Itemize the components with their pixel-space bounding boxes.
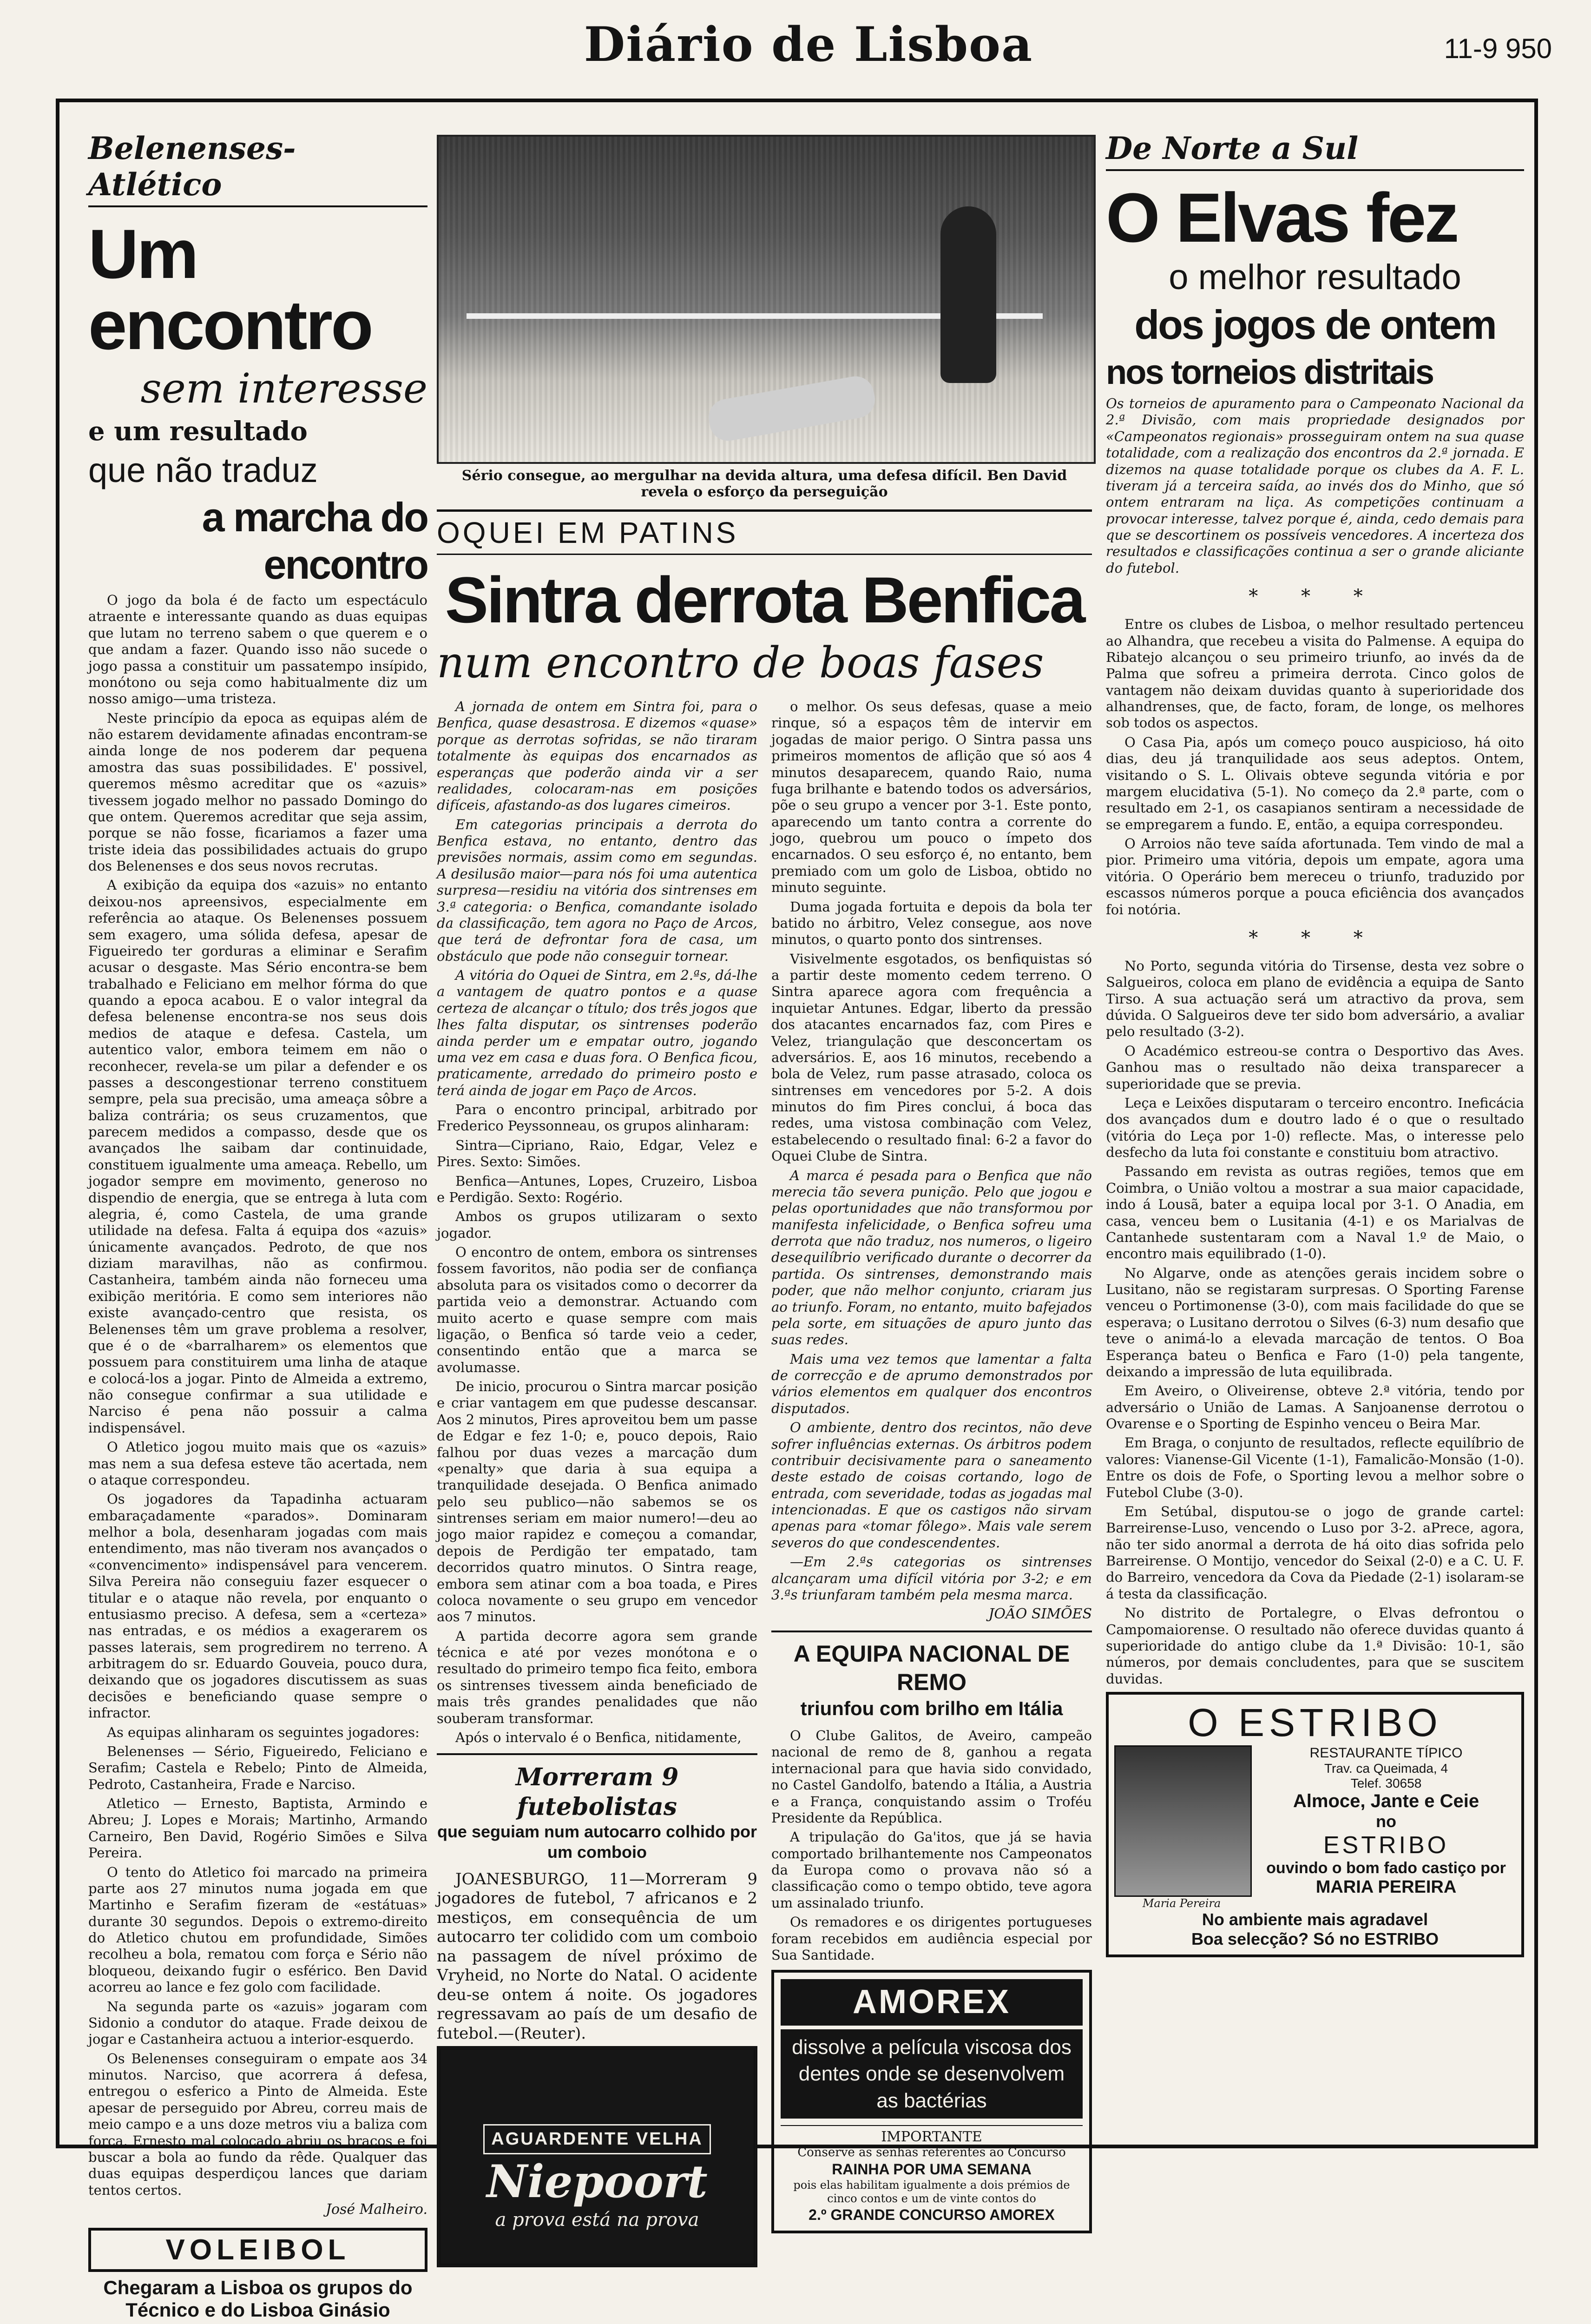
norte-sul-sub3: nos torneios distritais bbox=[1106, 353, 1433, 391]
belenenses-kicker: Belenenses-Atlético bbox=[88, 130, 427, 207]
norte-sul-paragraph: Em Setúbal, disputou-se o jogo de grande cartel: Barreirense-Luso, vencendo o Luso por 3-2. aPrece, agora, não ter sido anormal a derrota de há oito dias sofrida pelo Barreirense. O Montijo, vencedor do Seixal (2-0) e a C. U. F. do Barreiro, vencedora da Cova da Piedade (2-1) isolaram-se á testa da classificação. bbox=[1106, 1503, 1524, 1602]
oquei-paragraph: A partida decorre agora sem grande técnica e até por vezes monótona e o resultado do primeiro tempo fica feito, embora os sintrenses tivessem ainda beneficiado de mais três grandes penalidades que não souberam transformar. bbox=[437, 1628, 757, 1726]
niepoort-slogan: a prova está na prova bbox=[495, 2209, 699, 2231]
estribo-line6: Boa selecção? Só no ESTRIBO bbox=[1191, 1929, 1439, 1948]
oquei-paragraph: Sintra—Cipriano, Raio, Edgar, Velez e Pires. Sexto: Simões. bbox=[437, 1137, 757, 1170]
voleibol-section-label: VOLEIBOL bbox=[88, 2228, 427, 2272]
oquei-subheadline: num encontro de boas fases bbox=[437, 638, 1044, 687]
amorex-brand: AMOREX bbox=[781, 1979, 1083, 2026]
voleibol-headline: Chegaram a Lisboa os grupos do Técnico e do Lisboa Ginásio bbox=[103, 2276, 413, 2321]
goalkeeper-figure bbox=[706, 373, 878, 443]
oquei-paragraph: Ambos os grupos utilizaram o sexto jogador. bbox=[437, 1208, 757, 1241]
oquei-paragraph: O encontro de ontem, embora os sintrenses fossem favoritos, não podia ser de confiança absoluta para os visitados como o decorrer da partida veio a demonstrar. Actuando com muito acerto e quase sempre com mais ligação, o Benfica só tarde veio a ceder, consentindo então que a marca se avolumasse. bbox=[437, 1244, 757, 1375]
estribo-name: O ESTRIBO bbox=[1188, 1701, 1442, 1744]
estribo-line4: ouvindo o bom fado castiço por bbox=[1266, 1859, 1506, 1877]
estribo-caption: Maria Pereira bbox=[1142, 1897, 1221, 1910]
estribo-type: RESTAURANTE TÍPICO bbox=[1309, 1745, 1463, 1761]
norte-sul-paragraph: No distrito de Portalegre, o Elvas defrontou o Campomaiorense. O resultado não oferece duvidas quanto á superioridade do antigo clube da 1.ª Divisão: 10-1, são números, por demais concludentes, para que se suscitem duvidas. bbox=[1106, 1605, 1524, 1687]
amorex-notice: Conserve as senhas referentes ao Concurso bbox=[797, 2146, 1066, 2160]
oquei-paragraph: O ambiente, dentro dos recintos, não deve sofrer influências externas. Os árbitros podem contribuir decisivamente para o saneamento deste estado de coisas cortando, logo de entrada, com severidade, todas as jogadas mal intencionadas. E que os castigos não sirvam apenas para «tomar fôlego». Mais vale serem severos do que condescendentes. bbox=[771, 1419, 1092, 1551]
oquei-paragraph: Após o intervalo é o Benfica, nitidamente, bbox=[455, 1729, 742, 1745]
norte-sul-headline: O Elvas fez bbox=[1106, 178, 1458, 257]
oquei-signature: JOÃO SIMÕES bbox=[988, 1606, 1092, 1623]
norte-sul-paragraph: O Académico estreou-se contra o Desportivo das Aves. Ganhou mas o resultado não deixa transparecer a superioridade que se previa. bbox=[1106, 1043, 1524, 1092]
ad-estribo bbox=[1106, 1692, 1524, 1957]
football-photo bbox=[437, 135, 1096, 464]
norte-sul-paragraph: No Porto, segunda vitória do Tirsense, desta vez sobre o Salgueiros, coloca em plano de evidência a equipa de Santo Tirso. A sua actuação será um atractivo da prova, sem dúvida. O Salgueiros deve ter sido bom adversário, a avaliar pelo resultado (3-2). bbox=[1106, 957, 1524, 1040]
belenenses-paragraph: As equipas alinharam os seguintes jogadores: bbox=[107, 1724, 420, 1740]
belenenses-paragraph: Na segunda parte os «azuis» jogaram com Sidonio a condutor do ataque. Frade deixou de jogar e Castanheira actuou a interior-esquerdo. bbox=[88, 1998, 427, 2047]
amorex-small: pois elas habilitam igualmente a dois prémios de cinco contos e um de vinte contos do bbox=[793, 2179, 1070, 2205]
norte-sul-paragraph: Leça e Leixões disputaram o terceiro encontro. Ineficácia dos avançados dum e doutro lado é o que o resultado (vitória do Leça por 1-0) reflecte. Mas, o interesse pelo desfecho da luta foi constante e constituiu bom atractivo. bbox=[1106, 1095, 1524, 1160]
oquei-paragraph: o melhor. Os seus defesas, quase a meio rinque, só a espaços têm de intervir em jogadas de maior perigo. O Sintra passa uns primeiros momentos de aflição que só aos 4 minutos desaparecem, quando Raio, numa fuga brilhante e batendo todos os adversários, põe o seu grupo a vencer por 3-1. Este ponto, aparecendo um tanto contra a corrente do jogo, quebrou um pouco o ímpeto dos encarnados. O seu esforço é, no entanto, bem premiado com um golo de Lisboa, obtido no minuto seguinte. bbox=[771, 699, 1092, 896]
divider bbox=[771, 1631, 1092, 1632]
column-center bbox=[437, 135, 1092, 2272]
column-right bbox=[1106, 130, 1524, 1957]
estribo-line5: No ambiente mais agradavel bbox=[1202, 1910, 1428, 1929]
oquei-headline: Sintra derrota Benfica bbox=[445, 563, 1084, 636]
norte-sul-paragraph: Passando em revista as outras regiões, temos que em Coimbra, o União voltou a mostrar a sua maior capacidade, indo á Lousã, bater a equipa local por 3-1. O Anadia, em casa, venceu bem o Lusitania (4-1) e os Marialvas de Cantanhede sustentaram com a Naval 1.º de Maio, o encontro mais equilibrado (1-0). bbox=[1106, 1163, 1524, 1262]
ad-amorex bbox=[771, 1970, 1092, 2233]
oquei-paragraph: Duma jogada fortuita e depois da bola ter batido no árbitro, Velez consegue, aos nove minutos, o quarto ponto dos sintrenses. bbox=[771, 898, 1092, 948]
section-stars: * * * bbox=[1249, 586, 1381, 607]
norte-sul-paragraph: O Arroios não teve saída afortunada. Tem vindo de mal a pior. Primeiro uma vitória, depois um empate, agora uma vitória. O Operário bem mereceu o triunfo, traduzido por escassos números porque a pouca eficiência dos avançados foi notória. bbox=[1106, 836, 1524, 918]
divider bbox=[437, 1753, 757, 1755]
norte-sul-paragraph: No Algarve, onde as atenções gerais incidem sobre o Lusitano, não se registaram surpresas. O Sporting Farense venceu o Portimonense (3-0), com mais facilidade do que se esperava; o Lusitano derrotou o Silves (6-3) num desafio que teve o animá-lo a elevada marcação de tentos. O Boa Esperança bateu o Benfica e Faro (1-0) pela tangente, deixando a impressão de luta equilibrada. bbox=[1106, 1265, 1524, 1380]
estribo-line3: ESTRIBO bbox=[1323, 1832, 1449, 1859]
oquei-columns bbox=[437, 699, 1092, 2272]
belenenses-sub3: que não traduz bbox=[88, 451, 318, 489]
belenenses-headline: Um encontro bbox=[88, 215, 372, 364]
amorex-footer: 2.º GRANDE CONCURSO AMOREX bbox=[809, 2206, 1055, 2223]
oquei-paragraph: De inicio, procurou o Sintra marcar posição e criar vantagem em que pudesse descansar. Aos 2 minutos, Pires aproveitou bem um passe de Edgar e fez 1-0; e, pouco depois, Raio falhou por duas vezes a marcação dum «penalty» que daria à sua equipa a tranquilidade desejada. O Benfica animado pelo seu publico—não sabemos se os sintrenses seriam em maior numero!—deu ao jogo maior rapidez e começou a comandar, depois de Perdigão ter empatado, tam decorridos quatro minutos. O Sintra reage, embora sem atinar com a boa toada, e Pires coloca novamente o seu grupo em vencedor aos 7 minutos. bbox=[437, 1379, 757, 1625]
norte-sul-paragraph: Entre os clubes de Lisboa, o melhor resultado pertenceu ao Alhandra, que recebeu a visita do Palmense. A equipa do Ribatejo alcançou o seu primeiro triunfo, ao invés da de Palma que sofreu a primeira derrota. Cinco golos de vantagem não deixam duvidas quanto à superioridade dos alhandrenses, que, de facto, foram, de longe, os melhores sob todos os aspectos. bbox=[1106, 616, 1524, 731]
morreram-body: JOANESBURGO, 11—Morreram 9 jogadores de futebol, 7 africanos e 2 mestiços, em consequência de um autocarro ter colidido com um comboio na passagem de nível próximo de Vryheid, no Norte do Natal. O acidente deu-se ontem á noite. Os jogadores regressavam ao país de um desafio de futebol.—(Reuter). bbox=[437, 1869, 757, 2043]
norte-sul-paragraph: O Casa Pia, após um começo pouco auspicioso, há oito dias, deu já tranquilidade aos seus adeptos. Ontem, visitando o S. L. Olivais obteve segunda vitória e por margem elucidativa (5-1). No começo da 2.ª parte, com o resultado em 2-1, os casapianos sentiram a necessidade de se empregarem a fundo. E, então, a equipa correspondeu. bbox=[1106, 734, 1524, 832]
belenenses-sub4: a marcha do encontro bbox=[202, 494, 427, 588]
remo-paragraph: Os remadores e os dirigentes portugueses foram recebidos em audiência especial por Sua Santidade. bbox=[771, 1914, 1092, 1963]
norte-sul-paragraph: Em Braga, o conjunto de resultados, reflecte equilíbrio de valores: Vianense-Gil Vicente (1-1), Famalicão-Monsão (1-0). Entre os dois de Fofe, o Sporting levou a melhor sobre o Futebol Clube (3-0). bbox=[1106, 1435, 1524, 1500]
oquei-paragraph: Mais uma vez temos que lamentar a falta de correcção e de aprumo demonstrados por vários elementos em qualquer dos encontros disputados. bbox=[771, 1351, 1092, 1416]
belenenses-paragraph: Belenenses — Sério, Figueiredo, Feliciano e Serafim; Castela e Rebelo; Pinto de Almeida, Pedroto, Castanheira, Frade e Narciso. bbox=[88, 1743, 427, 1792]
oquei-paragraph: A marca é pesada para o Benfica que não merecia tão severa punição. Pelo que jogou e pelas oportunidades que não transformou por manifesta infelicidade, o Benfica sofreu uma derrota que não traduz, nos numeros, o ligeiro desequilíbrio verificado durante o decorrer da partida. Os sintrenses, demonstrando mais poder, que não melhor conjunto, criaram jus ao triunfo. Foram, no entanto, muito bafejados pela sorte, em situações de apuro junto das suas redes. bbox=[771, 1167, 1092, 1348]
norte-sul-sub2: dos jogos de ontem bbox=[1134, 302, 1496, 348]
oquei-paragraph: A vitória do Oquei de Sintra, em 2.ªs, dá-lhe a vantagem de quatro pontos e a quase certeza de alcançar o título; dos três jogos que lhes falta disputar, os sintrenses poderão ainda perder um e empatar outro, jogando uma vez em casa e duas fora. O Benfica ficou, praticamente, arredado do primeiro posto e terá ainda de jogar em Paço de Arcos. bbox=[437, 967, 757, 1098]
ad-niepoort bbox=[437, 2046, 757, 2267]
norte-sul-sub1: o melhor resultado bbox=[1169, 257, 1461, 297]
oquei-paragraph: —Em 2.ªs categorias os sintrenses alcançaram uma difícil vitória por 3-2; e em 3.ªs triunfaram também pela mesma marca. bbox=[771, 1554, 1092, 1603]
belenenses-signature: José Malheiro. bbox=[325, 2201, 427, 2218]
oquei-col-right bbox=[771, 699, 1092, 2267]
oquei-paragraph: Para o encontro principal, arbitrado por Frederico Peyssonneau, os grupos alinharam: bbox=[437, 1102, 757, 1134]
remo-subheadline: triunfou com brilho em Itália bbox=[800, 1697, 1063, 1719]
oquei-paragraph: Em categorias principais a derrota do Benfica estava, no entanto, dentro das previsões normais, assim como em segundas. A desilusão maior—para nós foi uma autentica surpresa—residiu na vitória dos sintrenses em 3.ª categoria: o Benfica, comandante isolado da classificação, tem agora no Paço de Arcos, que terá de defrontar fora de casa, um obstáculo que pode não conseguir tornear. bbox=[437, 816, 757, 964]
niepoort-brand: Niepoort bbox=[487, 2155, 708, 2208]
morreram-subheadline: que seguiam num autocarro colhido por um comboio bbox=[437, 1822, 757, 1862]
norte-sul-intro: Os torneios de apuramento para o Campeonato Nacional da 2.ª Divisão, com mais propriedade designados por «Campeonatos regionais» prosseguiram ontem na sua quase totalidade, com a realização dos encontros da 2.ª jornada. E dizemos na quase totalidade porque os clubes da A. F. L. tiveram já a terceira saída, ao invés dos do Minho, que só ontem entraram na liça. As competições continuam a provocar interesse, talvez porque é, ainda, cedo demais para que se descortinem os possíveis vencedores. A incerteza dos resultados e classificações continua a ser o grande aliciante do futebol. bbox=[1106, 396, 1524, 576]
belenenses-body bbox=[88, 592, 427, 2218]
estribo-line1: Almoce, Jante e Ceie bbox=[1293, 1791, 1479, 1811]
belenenses-paragraph: Neste princípio da epoca as equipas além de não estarem devidamente afinadas encontram-se ainda longe de nos poderem dar pequena amostra das suas possibilidades. E' possivel, queremos mêsmo acreditar que os «azuis» tivessem jogado melhor no passado Domingo do que ontem. Queremos acreditar que seja assim, porque se não fosse, ficariamos a fazer uma triste ideia das possibilidades actuais do grupo dos Belenenses e dos seus novos recrutas. bbox=[88, 710, 427, 874]
belenenses-paragraph: Os jogadores da Tapadinha actuaram embaraçadamente «parados». Dominaram melhor a bola, desenharam jogadas com mais entendimento, mas não tiveram nos avançados o «convencimento» indispensável para vencerem. Silva Pereira não conseguiu fazer esquecer o titular e o ataque não revela, por enquanto o entusiasmo preciso. A defesa, sem a «certeza» nas entradas, e os médios a exagerarem os passes laterais, sem progredirem no terreno. A arbitragem do sr. Eduardo Gouveia, pouco dura, deixando que os jogadores discutissem as suas decisões e beneficiando quase sempre o infractor. bbox=[88, 1491, 427, 1721]
estribo-line2: no bbox=[1376, 1812, 1396, 1831]
belenenses-paragraph: Atletico — Ernesto, Baptista, Armindo e Abreu; J. Lopes e Morais; Martinho, Armando Carneiro, Ben David, Rogério Simões e Silva Pereira. bbox=[88, 1796, 427, 1861]
belenenses-sub2: e um resultado bbox=[88, 416, 308, 447]
oquei-paragraph: Visivelmente esgotados, os benfiquistas só a partir deste momento cedem terreno. O Sintra aparece agora com frequência a inquietar Antunes. Edgar, liberto da pressão dos atacantes encarnados faz, com Pires e Velez, triangulação que desconcertam os adversários. E, aos 16 minutos, recebendo a bola de Velez, rum passe atrasado, coloca os sintrenses em vencedores por 5-2. A dois minutos do fim Pires conclui, á boca das redes, uma vistosa combinação com Velez, estabelecendo o resultado final: 6-2 a favor do Oquei Clube de Sintra. bbox=[771, 951, 1092, 1164]
amorex-important: IMPORTANTE bbox=[781, 2125, 1083, 2146]
belenenses-paragraph: A exibição da equipa dos «azuis» no entanto deixou-nos apreensivos, especialmente em referência ao ataque. Os Belenenses possuem sem exagero, uma sólida defesa, apesar de Figueiredo ter gorduras a eliminar e Serafim acusar o desgaste. Mas Sério encontra-se bem trabalhado e Feliciano em melhor fórma do que quando a epoca acabou. E o valor integral da defesa belenense encontra-se nos seus dois medios de ataque e defesa. Castela, um autentico valor, embora teimem em não o reconhecer, revela-se um pilar a defender e os passes a descongestionar terreno constituem sempre, pela sua precisão, uma ameaça sôbre a baliza contrária; os seus cruzamentos, que parecem medidos a compasso, desde que os avançados lhe saibam dar continuidade, constituem igualmente uma ameaça. Rebello, um jogador sempre em movimento, generoso no dispendio de energia, que se entrega à luta com alegria, é, como Castela, de uma grande utilidade na defesa. Falta á equipa dos «azuis» únicamente avançados. Pedroto, de que nos diziam maravilhas, não as confirmou. Castanheira, também ainda não forneceu uma exibição meritória. E como sem interiores não existe avançado-centro que resista, os Belenenses têm um grave problema a resolver, que é o de «barralharem» os elementos que possuem para constituirem uma linha de ataque e colocá-los a jogar. Pinto de Almeida a extremo, não consegue confirmar a sua utilidade e Narciso é pena não possuir a calma indispensável. bbox=[88, 877, 427, 1436]
remo-paragraph: O Clube Galitos, de Aveiro, campeão nacional de remo de 8, ganhou a regata internacional para que havia sido convidado, no Castel Gandolfo, batendo a Itália, a Austria e a França, conquistando assim o Troféu Presidente da República. bbox=[771, 1728, 1092, 1826]
amorex-contest: RAINHA POR UMA SEMANA bbox=[832, 2161, 1032, 2178]
section-stars: * * * bbox=[1249, 927, 1381, 949]
norte-sul-kicker: De Norte a Sul bbox=[1106, 130, 1524, 171]
amorex-text: dissolve a película viscosa dos dentes onde se desenvolvem as bactérias bbox=[781, 2029, 1083, 2119]
estribo-singer: MARIA PEREIRA bbox=[1315, 1877, 1457, 1897]
oquei-paragraph: A jornada de ontem em Sintra foi, para o Benfica, quase desastrosa. E dizemos «quase» porque as derrotas sofridas, se não tiraram totalmente às equipas dos encarnados as esperanças que poderão ainda vir a ser realidades, colocaram-nas em posições difíceis, afastando-as dos lugares cimeiros. bbox=[437, 699, 757, 813]
norte-sul-body-2 bbox=[1106, 958, 1524, 1687]
estribo-phone: Telef. 30658 bbox=[1350, 1776, 1422, 1790]
estribo-address: Trav. ca Queimada, 4 bbox=[1324, 1761, 1448, 1776]
niepoort-top: AGUARDENTE VELHA bbox=[483, 2124, 710, 2154]
morreram-headline: Morreram 9 futebolistas bbox=[515, 1763, 679, 1821]
photo-caption: Sério consegue, ao mergulhar na devida altura, uma defesa difícil. Ben David revela o esforço da perseguição bbox=[461, 468, 1067, 500]
norte-sul-body-1 bbox=[1106, 616, 1524, 918]
masthead-title: Diário de Lisboa bbox=[584, 17, 1033, 73]
norte-sul-paragraph: Em Aveiro, o Oliveirense, obteve 2.ª vitória, tendo por adversário o União de Lamas. A Sanjoanense derrotou o Ovarense e o Sporting de Espinho venceu o Beira Mar. bbox=[1106, 1383, 1524, 1432]
oquei-paragraph: Benfica—Antunes, Lopes, Cruzeiro, Lisboa e Perdigão. Sexto: Rogério. bbox=[437, 1173, 757, 1205]
masthead-date: 11-9 950 bbox=[1444, 33, 1552, 64]
belenenses-paragraph: Os Belenenses conseguiram o empate aos 34 minutos. Narciso, que acorrera á defesa, entregou o esferico a Pinto de Almeida. Este apesar de perseguido por Abreu, correu mais de meio campo e a uns doze metros viu a baliza com força. Ernesto mal colocado abriu os braços e foi buscar a bola ao fundo da rêde. Qualquer das duas equipas desperdiçou lances que dariam tentos certos. bbox=[88, 2050, 427, 2198]
remo-headline: A EQUIPA NACIONAL DE REMO bbox=[793, 1640, 1070, 1695]
belenenses-sub1: sem interesse bbox=[140, 364, 427, 412]
belenenses-paragraph: O jogo da bola é de facto um espectáculo atraente e interessante quando as duas equipas que lutam no terreno sabem o que querem e o que andam a fazer. Quando isso não sucede o jogo passa a constituir um passatempo insípido, monótono ou seja como habitualmente diz um nosso amigo—uma tristeza. bbox=[88, 592, 427, 707]
player-figure bbox=[940, 206, 996, 383]
singer-portrait bbox=[1114, 1745, 1252, 1897]
oquei-col-left bbox=[437, 699, 757, 2267]
column-left bbox=[88, 130, 427, 2324]
oquei-section-label: OQUEI EM PATINS bbox=[437, 509, 1092, 555]
remo-paragraph: A tripulação do Ga'itos, que já se havia comportado brilhantemente nos Campeonatos da Europa como o provava não só a classificação como o tempo obtido, teve agora um assinalado triunfo. bbox=[771, 1829, 1092, 1911]
belenenses-paragraph: O tento do Atletico foi marcado na primeira parte aos 27 minutos numa jogada em que Martinho e Serafim fizeram de «estátuas» durante 30 segundos. Depois o extremo-direito do Atletico chutou em profundidade, Simões recolheu a bola, rematou com força e Sério não bloqueou, deixando fugir o esférico. Ben David acorreu ao lance e fez golo com facilidade. bbox=[88, 1864, 427, 1995]
belenenses-paragraph: O Atletico jogou muito mais que os «azuis» mas nem a sua defesa esteve tão acertada, nem o ataque correspondeu. bbox=[88, 1439, 427, 1488]
